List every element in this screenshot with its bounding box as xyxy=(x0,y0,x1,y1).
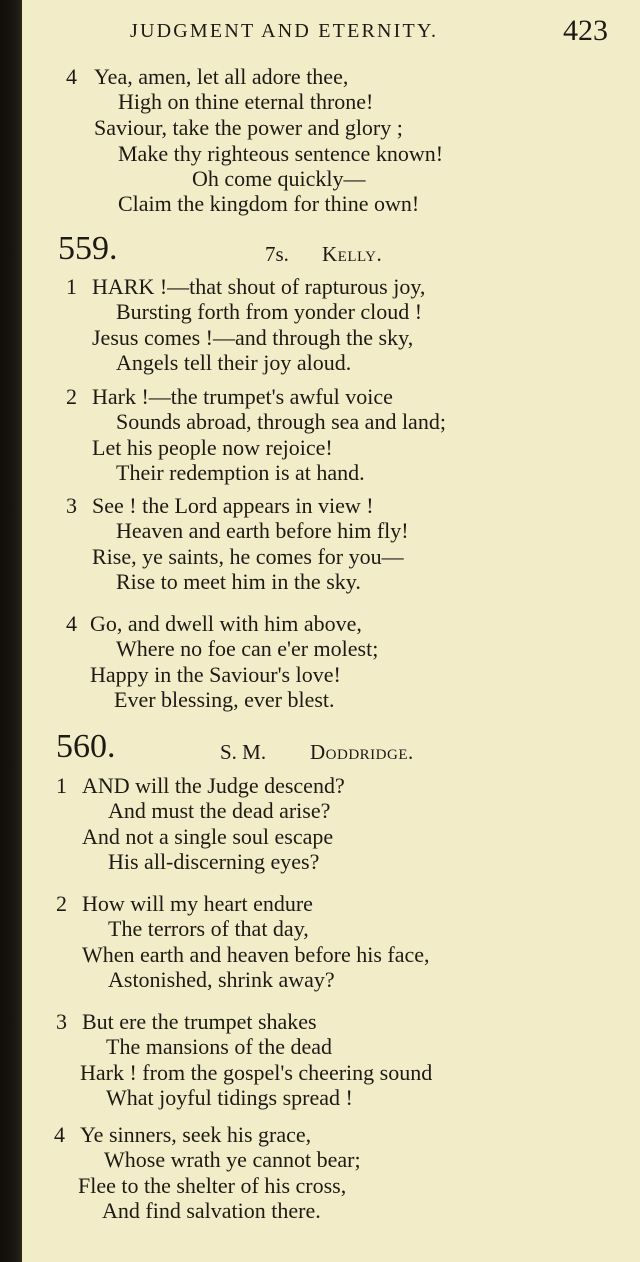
hymn-line: And find salvation there. xyxy=(102,1198,321,1223)
hymn-line: Whose wrath ye cannot bear; xyxy=(104,1147,361,1172)
page-number: 423 xyxy=(563,14,608,47)
stanza-number: 1 xyxy=(56,773,67,798)
stanza-number: 3 xyxy=(66,493,77,518)
hymn-line: Saviour, take the power and glory ; xyxy=(94,115,403,140)
hymn-line: His all-discerning eyes? xyxy=(108,849,320,874)
hymn-line: And must the dead arise? xyxy=(108,798,331,823)
hymn-line: Angels tell their joy aloud. xyxy=(116,350,352,375)
stanza-number: 2 xyxy=(56,891,67,916)
hymn-line: Yea, amen, let all adore thee, xyxy=(94,64,349,89)
hymn-line: Claim the kingdom for thine own! xyxy=(118,191,420,216)
hymn-line: Let his people now rejoice! xyxy=(92,435,333,460)
hymn-line: Hark !—the trumpet's awful voice xyxy=(92,384,393,409)
hymn-line: Happy in the Saviour's love! xyxy=(90,662,341,687)
hymn-line: The terrors of that day, xyxy=(108,916,309,941)
hymn-line: Their redemption is at hand. xyxy=(116,460,365,485)
hymn-line: Jesus comes !—and through the sky, xyxy=(92,325,414,350)
stanza-number: 2 xyxy=(66,384,77,409)
hymn-meter: S. M. xyxy=(220,740,267,764)
hymn-line: Ye sinners, seek his grace, xyxy=(80,1122,312,1147)
hymnal-page xyxy=(22,0,640,1262)
hymn-line: The mansions of the dead xyxy=(106,1034,333,1059)
hymn-line: Oh come quickly— xyxy=(192,166,366,191)
hymn-line: But ere the trumpet shakes xyxy=(82,1009,317,1034)
hymn-line: Where no foe can e'er molest; xyxy=(116,636,379,661)
hymn-line: When earth and heaven before his face, xyxy=(82,942,430,967)
hymn-line: Hark ! from the gospel's cheering sound xyxy=(80,1060,433,1085)
hymn-line: Ever blessing, ever blest. xyxy=(114,687,335,712)
hymn-line: Bursting forth from yonder cloud ! xyxy=(116,299,423,324)
hymn-line: Heaven and earth before him fly! xyxy=(116,518,409,543)
hymn-line: Flee to the shelter of his cross, xyxy=(78,1173,347,1198)
hymn-line: Rise to meet him in the sky. xyxy=(116,569,361,594)
stanza-number: 1 xyxy=(66,274,77,299)
stanza-number: 4 xyxy=(66,611,77,636)
hymn-tune: Doddridge. xyxy=(310,740,414,764)
hymn-tune: Kelly. xyxy=(322,242,383,266)
stanza-number: 4 xyxy=(66,64,77,89)
hymn-number: 560. xyxy=(56,728,116,765)
hymn-line: Astonished, shrink away? xyxy=(108,967,335,992)
hymn-line: See ! the Lord appears in view ! xyxy=(92,493,374,518)
hymn-line: AND will the Judge descend? xyxy=(82,773,345,798)
hymn-line: High on thine eternal throne! xyxy=(118,89,374,114)
hymn-meter: 7s. xyxy=(265,242,289,266)
book-spine-edge xyxy=(0,0,22,1262)
stanza-number: 3 xyxy=(56,1009,67,1034)
hymn-line: HARK !—that shout of rapturous joy, xyxy=(92,274,426,299)
hymn-line: Go, and dwell with him above, xyxy=(90,611,362,636)
hymn-line: How will my heart endure xyxy=(82,891,313,916)
hymn-line: What joyful tidings spread ! xyxy=(106,1085,353,1110)
running-head: JUDGMENT AND ETERNITY. xyxy=(130,20,439,42)
stanza-number: 4 xyxy=(54,1122,65,1147)
hymn-line: Sounds abroad, through sea and land; xyxy=(116,409,446,434)
hymn-line: Rise, ye saints, he comes for you— xyxy=(92,544,404,569)
hymn-line: And not a single soul escape xyxy=(82,824,334,849)
hymn-line: Make thy righteous sentence known! xyxy=(118,141,444,166)
hymn-number: 559. xyxy=(58,230,118,267)
